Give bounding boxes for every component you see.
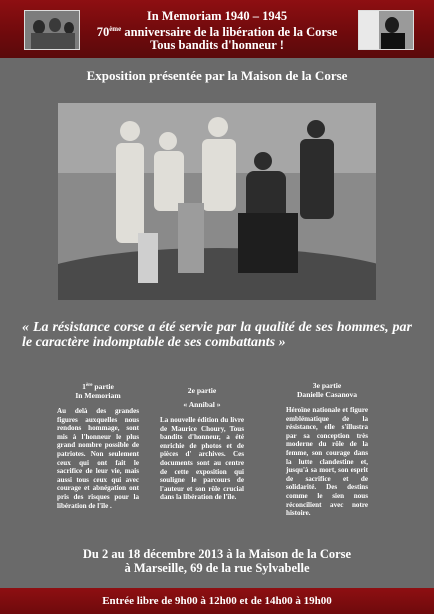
part-1-text: Au delà des grandes figures auxquelles nous rendons hommage, sont mis à l'honneur le plus grand nombre possible de patriotes. Non seulement ceux qui ont fait le sacrifice de leur vie, mais aussi tous ceux qui avec courage et abnégation ont pris des risques pour la libération de l'île .	[57, 407, 139, 510]
opening-hours-band: Entrée libre de 9h00 à 12h00 et de 14h00 à 19h00	[0, 588, 434, 614]
header-photo-left	[24, 10, 80, 50]
part-1-heading	[57, 381, 139, 391]
part-2-text: La nouvelle édition du livre de Maurice Choury, Tous bandits d'honneur, a été enrichie de photos et de pièces d' archives. Ces documents sont au centre de cette exposition qui souligne le parcours de l'auteur et son rôle crucial dans la libération de l'île.	[160, 416, 244, 502]
resistance-fighters-photo-icon	[58, 103, 376, 300]
part-3-heading: 3e partie	[312, 381, 342, 390]
header-band	[0, 0, 434, 58]
archive-photo-icon	[25, 11, 79, 49]
header-slogan: Tous bandits d'honneur !	[150, 38, 284, 52]
header-photo-right	[358, 10, 414, 50]
part-2-column	[160, 381, 244, 502]
part-1-column	[57, 381, 139, 510]
exhibition-subtitle: Exposition présentée par la Maison de la Corse	[86, 68, 348, 83]
part-1-word: partie	[92, 382, 114, 391]
part-1-suffix: ère	[85, 383, 93, 388]
part-1-number: 1	[82, 382, 86, 391]
part-3-text: Héroïne nationale et figure emblématique de la résistance, elle s'illustra par sa conception très moderne du rôle de la femme, son courage dans la lutte clandestine et, jusqu'à sa mort, son esprit de sacrifice et de solidarité. Des destins comme le sien nous réconcilient avec notre histoire.	[286, 406, 368, 518]
dates-line-2: à Marseille, 69 de la rue Sylvabelle	[124, 561, 310, 575]
part-2-heading: 2e partie	[187, 386, 217, 395]
resistance-group-photo	[58, 103, 376, 300]
part-2-title: « Annibal »	[183, 400, 221, 409]
part-1-title: In Memoriam	[75, 391, 121, 400]
exhibition-dates	[0, 547, 434, 575]
resistance-quote: « La résistance corse a été servie par la qualité de ses hommes, par le caractère indomptable de ses combattants »	[22, 320, 412, 350]
anniversary-number: 70	[96, 25, 110, 39]
dates-line-1: Du 2 au 18 décembre 2013 à la Maison de la Corse	[82, 547, 352, 561]
anniversary-text: anniversaire de la libération de la Corse	[121, 25, 338, 39]
part-3-title: Danielle Casanova	[296, 390, 358, 399]
header-title: In Memoriam 1940 – 1945	[146, 9, 288, 23]
portrait-photo-icon	[359, 11, 413, 49]
anniversary-suffix: ème	[109, 25, 122, 33]
part-3-column	[286, 381, 368, 518]
